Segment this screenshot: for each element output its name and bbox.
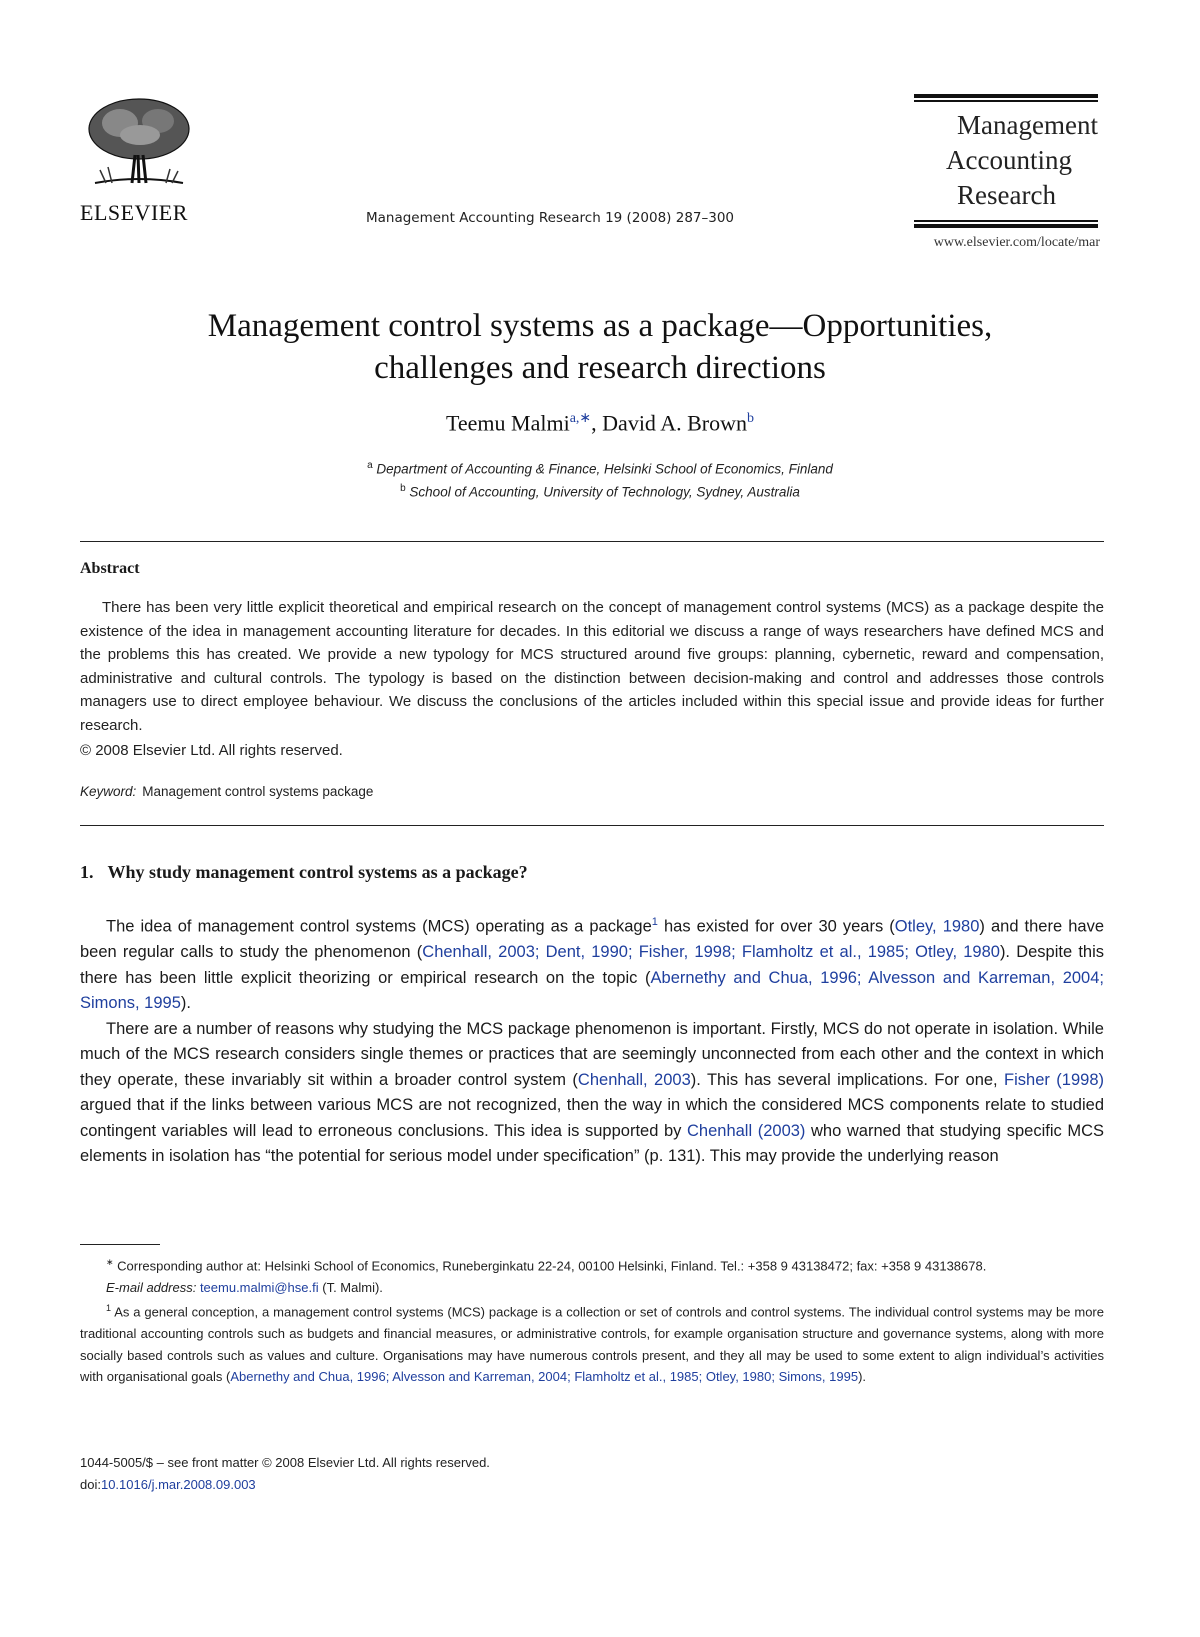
citation-link[interactable]: Chenhall, 2003 (577, 1070, 691, 1089)
email-label: E-mail address: (106, 1279, 197, 1295)
section-body (80, 910, 1104, 1170)
footnote-text: As a general conception, a management control systems (MCS) package is a collection or set of controls and control systems. The individual control systems may be more traditional accounting controls such as budgets and financial measures, or administrative controls, for example organisation structure and governance systems, along with more socially based controls such as values and culture. Organisations may have numerous controls present, and they all may be used to some extent to align individual’s activities with organisational goals ( (80, 1304, 1104, 1385)
email-suffix: (T. Malmi). (318, 1279, 383, 1295)
doi-line (80, 1477, 256, 1492)
affiliation-text: School of Accounting, University of Technology, Sydney, Australia (409, 484, 800, 500)
footnote-text: ). (858, 1369, 867, 1385)
author-affiliation-marker[interactable]: a,∗ (569, 411, 592, 426)
footnote-marker[interactable]: 1 (651, 916, 658, 928)
abstract-copyright: © 2008 Elsevier Ltd. All rights reserved. (80, 742, 343, 759)
issn-line: 1044-5005/$ – see front matter © 2008 Elsevier Ltd. All rights reserved. (80, 1455, 490, 1470)
journal-rule (914, 94, 1098, 98)
email-link[interactable]: teemu.malmi@hse.fi (199, 1279, 319, 1295)
journal-rule (914, 220, 1098, 222)
citation-link[interactable]: Otley, 1980 (894, 917, 980, 936)
publisher-wordmark: ELSEVIER (80, 200, 188, 225)
footnote-mark: 1 (106, 1303, 112, 1314)
divider (80, 541, 1104, 542)
footnote-rule (80, 1244, 160, 1245)
journal-name-line: Research (957, 180, 1056, 210)
section-heading (80, 862, 528, 883)
title-line: Management control systems as a package—Opportunities, (207, 308, 993, 344)
author-list (80, 410, 1120, 436)
journal-rule (914, 224, 1098, 228)
doi-label: doi: (80, 1477, 101, 1492)
affiliation (80, 460, 1120, 477)
paragraph-text: has existed for over 30 years ( (657, 917, 895, 936)
footnote-mark: ∗ (106, 1257, 114, 1267)
paragraph-text: ) and there have been regular calls to study the phenomenon ( (80, 917, 1104, 961)
article-title (80, 305, 1120, 389)
section-number: 1. (80, 862, 94, 882)
journal-name-line: Accounting (946, 145, 1072, 175)
footnote (80, 1298, 1104, 1387)
citation-link[interactable]: Chenhall, 2003; Dent, 1990; Fisher, 1998; Flamholtz et al., 1985; Otley, 1980 (422, 943, 1000, 961)
elsevier-tree-logo-icon (80, 95, 198, 190)
paragraph (80, 1017, 1104, 1170)
keyword-label: Keyword: (80, 784, 137, 799)
affiliation-text: Department of Accounting & Finance, Helsinki School of Economics, Finland (376, 461, 833, 477)
journal-url[interactable]: www.elsevier.com/locate/mar (933, 235, 1100, 250)
author-name: David A. Brown (602, 410, 747, 436)
author-name: Teemu Malmi (446, 410, 570, 436)
citation-link[interactable]: Chenhall (2003) (687, 1121, 806, 1140)
paragraph (80, 910, 1104, 1017)
paragraph-text: ). Despite this there has been little explicit theorizing or empirical research on the topic ( (80, 943, 1104, 987)
keywords (80, 784, 373, 799)
abstract-body (80, 596, 1104, 738)
title-line: challenges and research directions (374, 350, 826, 386)
divider (80, 825, 1104, 826)
author-separator: , (591, 410, 603, 436)
journal-rule (914, 100, 1098, 102)
citation-link[interactable]: Fisher (1998) (1004, 1070, 1104, 1089)
keyword-value: Management control systems package (142, 784, 374, 799)
journal-name (914, 108, 1098, 213)
affiliation-marker: a (367, 460, 373, 471)
paragraph-text: who warned that studying specific MCS elements in isolation has “the potential for serious model under specification” (p. 131). This may provide the underlying reason (80, 1121, 1104, 1165)
paragraph-text: There are a number of reasons why studying the MCS package phenomenon is important. Firstly, MCS do not operate in isolation. While much of the MCS research considers single themes or practices that are seemingly unconnected from each other and the context in which they operate, these invariably sit within a broader control system ( (80, 1019, 1104, 1089)
author-affiliation-marker[interactable]: b (747, 411, 754, 426)
paragraph-text: argued that if the links between various MCS are not recognized, then the way in which the considered MCS components relate to studied contingent variables will lead to erroneous conclusions. This idea is supported by (80, 1096, 1104, 1140)
abstract-heading: Abstract (80, 560, 140, 577)
footnote (80, 1252, 1104, 1277)
footnote-text: Corresponding author at: Helsinki School of Economics, Runeberginkatu 22-24, 00100 Helsinki, Finland. Tel.: +358 9 43138472; fax: +358 9 43138678. (113, 1258, 987, 1274)
paragraph-text: ). (180, 994, 191, 1012)
paragraph-text: ). This has several implications. For one, (690, 1070, 1005, 1089)
footnote-email (80, 1277, 1104, 1299)
journal-name-line: Management (957, 110, 1098, 140)
journal-citation: Management Accounting Research 19 (2008) 287–300 (365, 210, 735, 226)
section-title: Why study management control systems as a package? (107, 862, 528, 882)
citation-link[interactable]: Abernethy and Chua, 1996; Alvesson and Karreman, 2004; Simons, 1995 (80, 968, 1104, 1012)
abstract-text: There has been very little explicit theoretical and empirical research on the concept of management control systems (MCS) as a package despite the existence of the idea in management accounting literature for decades. In this editorial we discuss a range of ways researchers have defined MCS and the problems this has created. We provide a new typology for MCS structured around five groups: planning, cybernetic, reward and compensation, administrative and cultural controls. The typology is based on the distinction between decision-making and control and addresses those controls managers use to direct employee behaviour. We discuss the conclusions of the articles included within this special issue and provide ideas for further research. (80, 599, 1104, 734)
paragraph-text: The idea of management control systems (MCS) operating as a package (106, 917, 652, 936)
doi-link[interactable]: 10.1016/j.mar.2008.09.003 (100, 1477, 256, 1492)
affiliation-marker: b (400, 483, 406, 494)
citation-link[interactable]: Abernethy and Chua, 1996; Alvesson and Karreman, 2004; Flamholtz et al., 1985; Otley, 1980; Simons, 1995 (230, 1369, 859, 1385)
footnotes (80, 1252, 1104, 1388)
affiliation (80, 483, 1120, 500)
